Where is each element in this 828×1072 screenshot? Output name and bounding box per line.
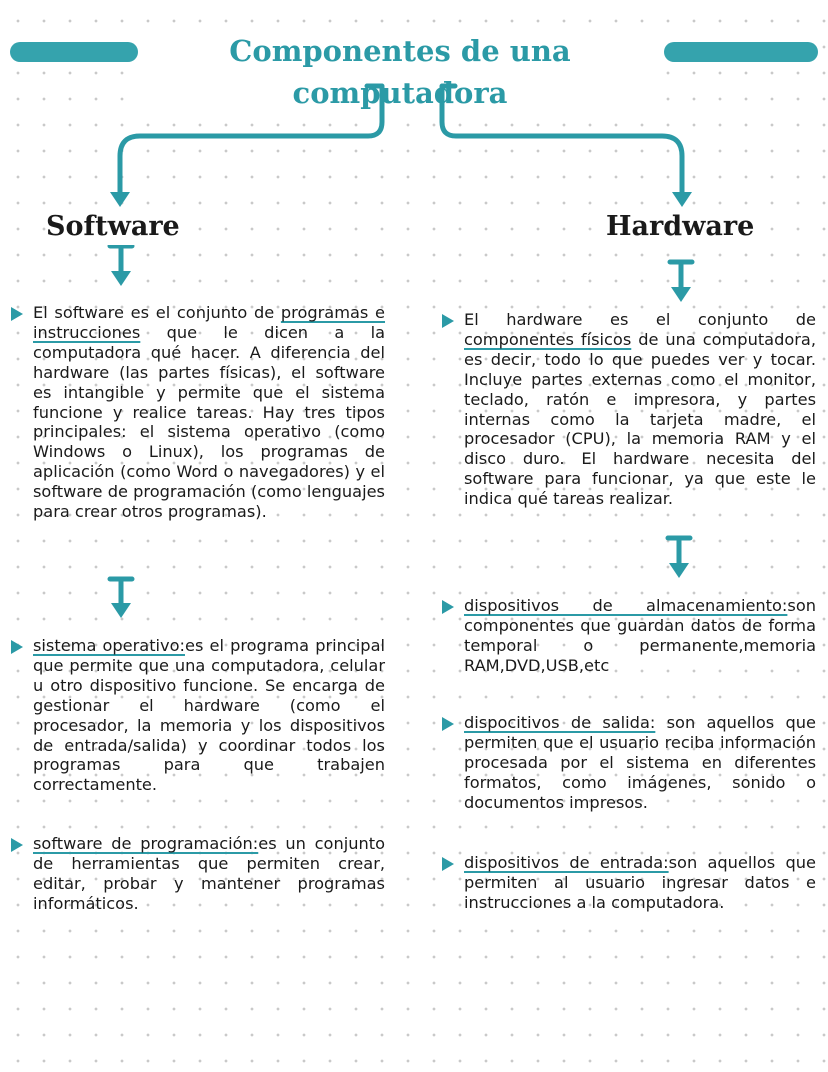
page-title: Componentes de una computadora [140,30,660,114]
software-heading: Software [46,209,180,245]
hardware-heading: Hardware [606,209,754,245]
hardware-intro-term: componentes físicos [464,329,632,349]
hardware-item-entrada [464,853,816,913]
hardware-intro-text: El hardware es el conjunto de componentes físicos de una computadora, es decir, todo lo que puedes ver y tocar. Incluye partes externas como el monitor, teclado, ratón e impresora, y partes internas como la tarjeta madre, el procesador (CPU), la memoria RAM y el disco duro. El hardware necesita del software para funcionar, ya que este le indica qué tareas realizar. [464,310,816,509]
arrowhead-hardware [672,192,692,207]
bullet-triangle-icon [442,600,454,614]
hardware-item-term: dispocitivos de salida: [464,713,656,732]
hardware-item-text: dispositivos de almacenamiento:son componentes que guardan datos de forma temporal o permanente,memoria RAM,DVD,USB,etc [464,596,816,675]
hardware-item-almacenamiento [464,596,816,676]
arrowhead-software-items [111,603,131,618]
software-item-sistema-operativo [33,636,385,795]
hardware-item-term: dispositivos de almacenamiento: [464,596,788,615]
arrowhead-hardware-items [669,563,689,578]
software-intro-term: programas e instrucciones [33,303,386,342]
software-item-term: software de programación: [33,834,259,853]
software-intro [33,303,385,522]
hardware-item-text: dispositivos de entrada:son aquellos que permiten al usuario ingresar datos e instrucciones a la computadora. [464,853,816,912]
arrow-title-to-software [120,86,382,195]
software-item-text: sistema operativo:es el programa principal que permite que una computadora, celular u otro dispositivo funcione. Se encarga de gestionar el hardware (como el procesador, la memoria y los dispositivos de entrada/salida) y coordinar todos los programas para que trabajen correctamente. [33,636,385,795]
software-item-term: sistema operativo: [33,636,185,655]
arrow-software-intro-to-items [110,579,132,606]
arrow-title-to-hardware [442,86,682,195]
arrowhead-hardware-intro [671,287,691,302]
arrowhead-software-intro [111,271,131,286]
bullet-triangle-icon [11,307,23,321]
hardware-intro [464,310,816,509]
software-item-text: software de programación:es un conjunto de herramientas que permiten crear, editar, probar y mantener programas informáticos. [33,834,385,913]
bullet-triangle-icon [442,857,454,871]
software-item-software-de-programacion [33,834,385,914]
bullet-triangle-icon [442,314,454,328]
software-intro-text: El software es el conjunto de programas e instrucciones que le dicen a la computadora qué hacer. A diferencia del hardware (las partes físicas), el software es intangible y permite que el sistema funcione y realice tareas. Hay tres tipos principales: el sistema operativo (como Windows o Linux), los programas de aplicación (como Word o navegadores) y el software de programación (como lenguajes para crear otros programas). [33,303,386,522]
hardware-item-salida [464,713,816,813]
bullet-triangle-icon [442,717,454,731]
bullet-triangle-icon [11,838,23,852]
bullet-triangle-icon [11,640,23,654]
hardware-item-text: dispocitivos de salida: son aquellos que permiten que el usuario reciba información procesada por el sistema en diferentes formatos, como imágenes, sonido o documentos impresos. [464,713,816,812]
hardware-item-term: dispositivos de entrada: [464,853,669,872]
arrowhead-software [110,192,130,207]
arrow-software-to-intro [110,246,132,274]
arrow-hardware-to-intro [670,262,692,290]
arrow-hardware-intro-to-items [668,538,690,566]
